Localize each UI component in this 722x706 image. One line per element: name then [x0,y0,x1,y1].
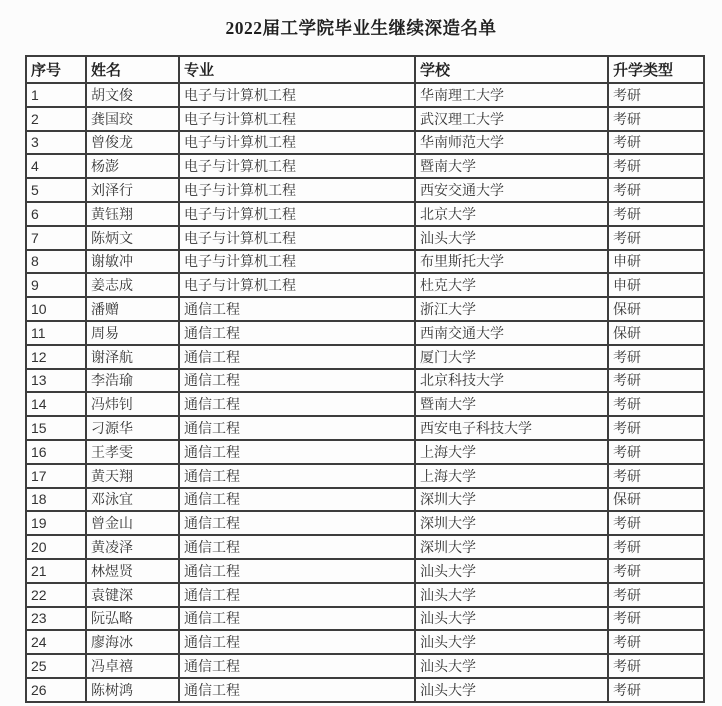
cell-school: 深圳大学 [415,535,608,559]
cell-name: 姜志成 [86,273,179,297]
cell-no: 13 [26,369,86,393]
cell-type: 考研 [608,107,704,131]
cell-school: 上海大学 [415,440,608,464]
graduates-table [25,55,705,703]
cell-no: 15 [26,416,86,440]
table-row [26,392,704,416]
table-row [26,511,704,535]
cell-school: 浙江大学 [415,297,608,321]
cell-school: 暨南大学 [415,154,608,178]
cell-no: 11 [26,321,86,345]
cell-type: 考研 [608,440,704,464]
cell-major: 通信工程 [179,535,415,559]
cell-type: 考研 [608,559,704,583]
cell-major: 通信工程 [179,345,415,369]
cell-no: 9 [26,273,86,297]
cell-name: 杨澎 [86,154,179,178]
cell-no: 23 [26,607,86,631]
table-row [26,83,704,107]
cell-type: 考研 [608,678,704,702]
cell-type: 考研 [608,511,704,535]
cell-name: 刁源华 [86,416,179,440]
cell-name: 周易 [86,321,179,345]
cell-school: 厦门大学 [415,345,608,369]
cell-type: 保研 [608,297,704,321]
table-row [26,607,704,631]
cell-no: 17 [26,464,86,488]
column-header-type: 升学类型 [608,56,704,83]
cell-name: 邓泳宜 [86,488,179,512]
cell-no: 7 [26,226,86,250]
cell-name: 黄凌泽 [86,535,179,559]
cell-school: 西安电子科技大学 [415,416,608,440]
table-row [26,321,704,345]
cell-no: 25 [26,654,86,678]
cell-name: 谢敏冲 [86,250,179,274]
cell-no: 26 [26,678,86,702]
page-title: 2022届工学院毕业生继续深造名单 [225,18,497,38]
table-row [26,131,704,155]
cell-major: 电子与计算机工程 [179,83,415,107]
cell-type: 申研 [608,273,704,297]
cell-no: 16 [26,440,86,464]
cell-school: 西南交通大学 [415,321,608,345]
table-row [26,202,704,226]
cell-no: 5 [26,178,86,202]
cell-name: 黄钰翔 [86,202,179,226]
cell-major: 电子与计算机工程 [179,202,415,226]
column-header-name: 姓名 [86,56,179,83]
cell-name: 王孝雯 [86,440,179,464]
cell-name: 冯卓禧 [86,654,179,678]
cell-type: 考研 [608,583,704,607]
cell-school: 杜克大学 [415,273,608,297]
cell-school: 暨南大学 [415,392,608,416]
cell-no: 12 [26,345,86,369]
cell-major: 通信工程 [179,607,415,631]
table-row [26,178,704,202]
cell-school: 汕头大学 [415,226,608,250]
cell-name: 龚国珓 [86,107,179,131]
cell-type: 保研 [608,321,704,345]
table-row [26,559,704,583]
cell-no: 3 [26,131,86,155]
cell-type: 考研 [608,654,704,678]
cell-type: 申研 [608,250,704,274]
table-row [26,226,704,250]
cell-type: 考研 [608,202,704,226]
table-row [26,107,704,131]
cell-type: 考研 [608,226,704,250]
cell-school: 汕头大学 [415,559,608,583]
table-row [26,678,704,702]
cell-no: 1 [26,83,86,107]
cell-major: 电子与计算机工程 [179,250,415,274]
cell-type: 考研 [608,416,704,440]
cell-school: 华南理工大学 [415,83,608,107]
cell-no: 8 [26,250,86,274]
table-row [26,416,704,440]
cell-school: 汕头大学 [415,678,608,702]
cell-major: 电子与计算机工程 [179,131,415,155]
cell-type: 考研 [608,535,704,559]
table-row [26,250,704,274]
cell-major: 通信工程 [179,321,415,345]
cell-type: 考研 [608,154,704,178]
table-row [26,654,704,678]
cell-school: 北京大学 [415,202,608,226]
cell-school: 西安交通大学 [415,178,608,202]
cell-name: 曾金山 [86,511,179,535]
cell-type: 考研 [608,464,704,488]
cell-no: 21 [26,559,86,583]
cell-type: 保研 [608,488,704,512]
cell-school: 深圳大学 [415,511,608,535]
cell-major: 通信工程 [179,559,415,583]
cell-name: 林煜贤 [86,559,179,583]
cell-type: 考研 [608,178,704,202]
cell-name: 刘泽行 [86,178,179,202]
cell-school: 深圳大学 [415,488,608,512]
cell-name: 陈树鸿 [86,678,179,702]
cell-no: 19 [26,511,86,535]
cell-name: 胡文俊 [86,83,179,107]
cell-type: 考研 [608,83,704,107]
cell-name: 李浩瑜 [86,369,179,393]
cell-no: 20 [26,535,86,559]
cell-major: 通信工程 [179,654,415,678]
cell-major: 通信工程 [179,630,415,654]
cell-name: 陈炳文 [86,226,179,250]
cell-major: 电子与计算机工程 [179,273,415,297]
cell-major: 电子与计算机工程 [179,154,415,178]
column-header-major: 专业 [179,56,415,83]
header-row [26,56,704,83]
table-row [26,535,704,559]
cell-no: 24 [26,630,86,654]
cell-type: 考研 [608,630,704,654]
cell-school: 布里斯托大学 [415,250,608,274]
table-body [26,83,704,702]
cell-no: 14 [26,392,86,416]
cell-major: 通信工程 [179,511,415,535]
cell-name: 谢泽航 [86,345,179,369]
cell-major: 通信工程 [179,583,415,607]
cell-school: 武汉理工大学 [415,107,608,131]
cell-no: 18 [26,488,86,512]
table-row [26,297,704,321]
cell-major: 通信工程 [179,297,415,321]
cell-type: 考研 [608,345,704,369]
cell-school: 华南师范大学 [415,131,608,155]
cell-major: 通信工程 [179,369,415,393]
table-row [26,488,704,512]
cell-no: 6 [26,202,86,226]
table-row [26,273,704,297]
cell-name: 曾俊龙 [86,131,179,155]
cell-type: 考研 [608,369,704,393]
cell-name: 阮弘略 [86,607,179,631]
column-header-school: 学校 [415,56,608,83]
table-row [26,154,704,178]
cell-no: 2 [26,107,86,131]
table-row [26,583,704,607]
cell-no: 22 [26,583,86,607]
column-header-no: 序号 [26,56,86,83]
cell-name: 袁键深 [86,583,179,607]
cell-type: 考研 [608,607,704,631]
table-row [26,464,704,488]
cell-major: 通信工程 [179,392,415,416]
cell-major: 通信工程 [179,488,415,512]
cell-school: 汕头大学 [415,583,608,607]
cell-no: 10 [26,297,86,321]
table-row [26,345,704,369]
cell-major: 电子与计算机工程 [179,226,415,250]
cell-school: 上海大学 [415,464,608,488]
cell-school: 汕头大学 [415,654,608,678]
cell-name: 冯炜钊 [86,392,179,416]
cell-name: 廖海冰 [86,630,179,654]
cell-major: 电子与计算机工程 [179,107,415,131]
cell-major: 通信工程 [179,678,415,702]
cell-type: 考研 [608,392,704,416]
cell-major: 电子与计算机工程 [179,178,415,202]
cell-school: 汕头大学 [415,630,608,654]
cell-school: 汕头大学 [415,607,608,631]
cell-school: 北京科技大学 [415,369,608,393]
table-row [26,630,704,654]
cell-no: 4 [26,154,86,178]
cell-name: 潘赠 [86,297,179,321]
table-row [26,440,704,464]
cell-major: 通信工程 [179,464,415,488]
cell-type: 考研 [608,131,704,155]
table-row [26,369,704,393]
cell-major: 通信工程 [179,416,415,440]
cell-name: 黄天翔 [86,464,179,488]
cell-major: 通信工程 [179,440,415,464]
